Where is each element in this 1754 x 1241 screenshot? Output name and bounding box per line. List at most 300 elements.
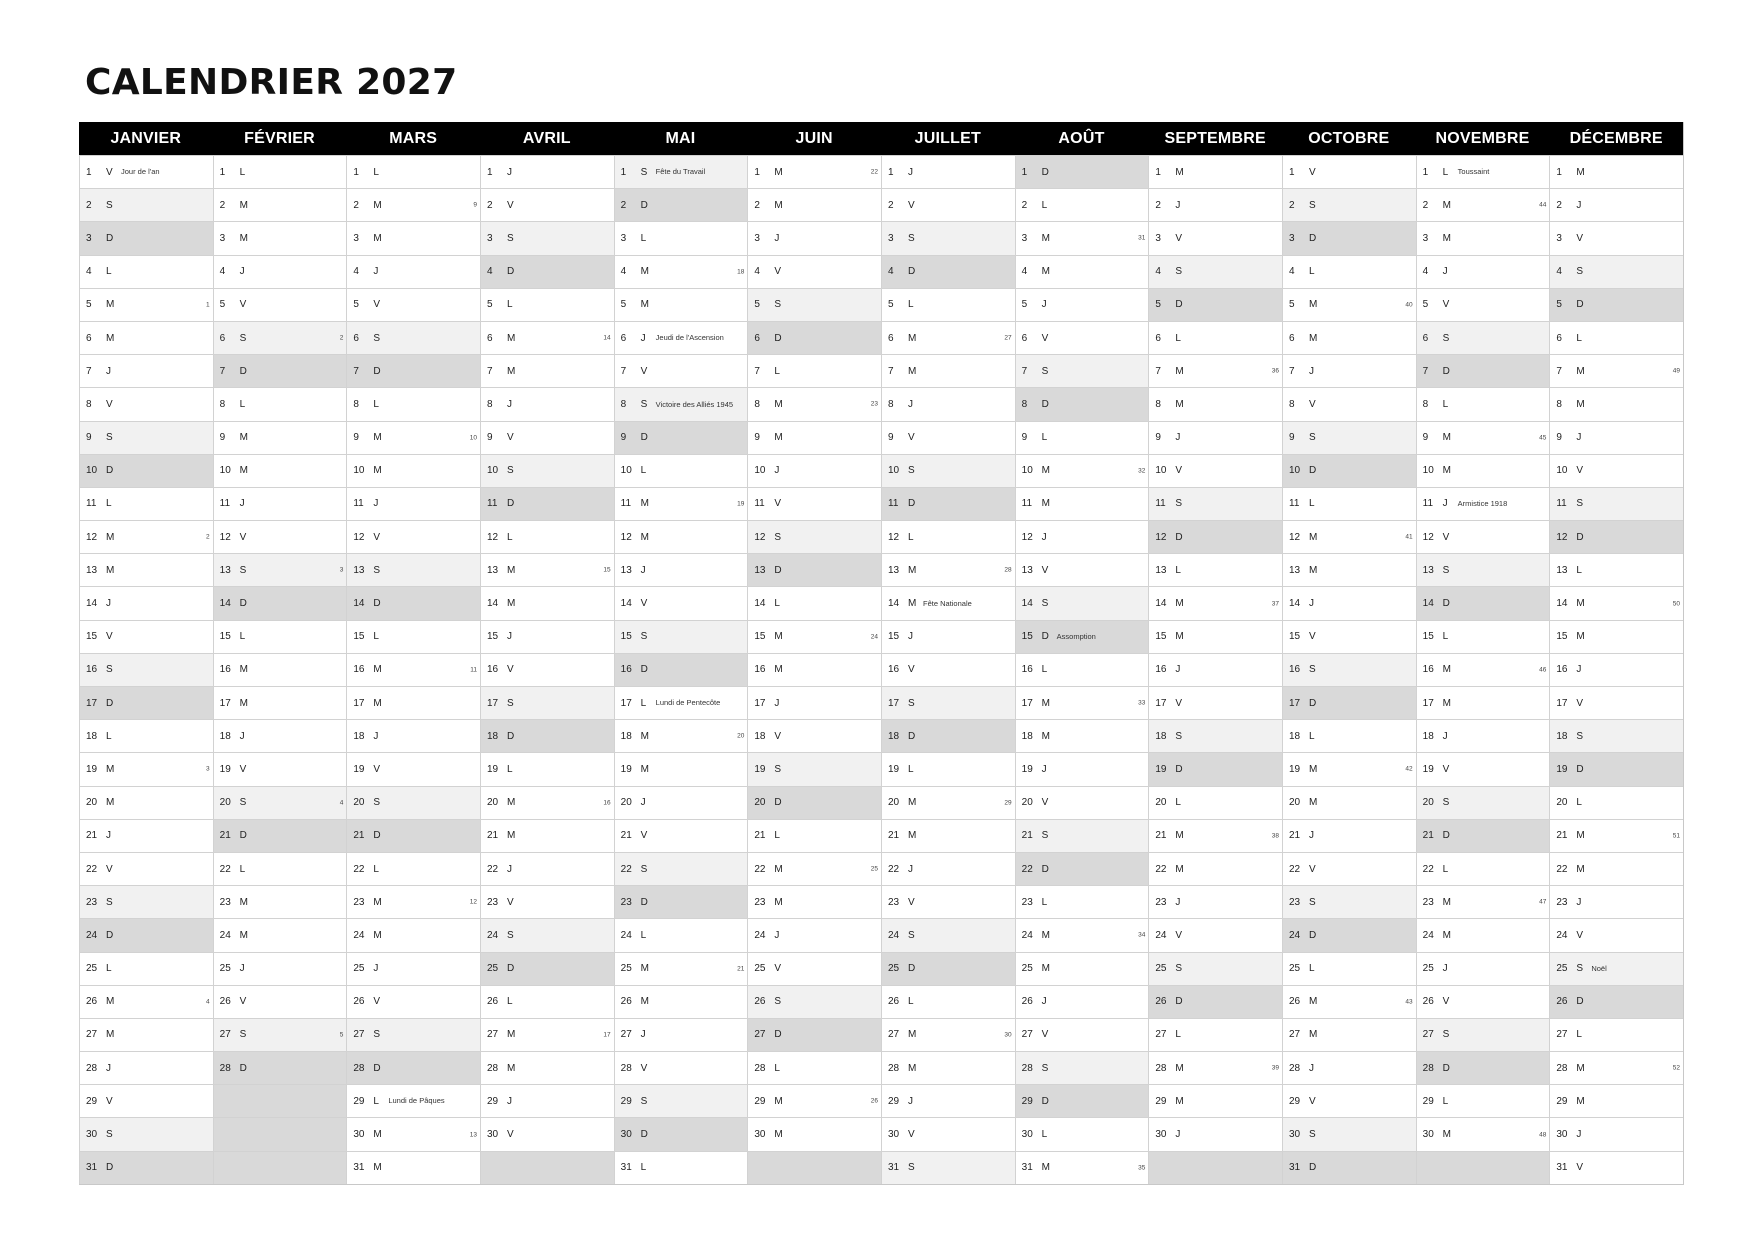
day-number: 25 xyxy=(1021,963,1033,975)
day-cell xyxy=(1282,752,1416,785)
day-cell xyxy=(1549,786,1683,819)
week-number: 4 xyxy=(339,799,344,807)
day-number: 29 xyxy=(487,1095,499,1107)
day-cell xyxy=(1416,255,1550,288)
day-number: 20 xyxy=(1422,797,1434,809)
day-number: 11 xyxy=(620,498,632,510)
weekday-letter: S xyxy=(1442,797,1450,809)
day-number: 19 xyxy=(219,763,231,775)
day-cell xyxy=(614,885,748,918)
day-number: 5 xyxy=(1422,299,1429,311)
day-number: 8 xyxy=(353,398,359,410)
day-number: 12 xyxy=(1422,531,1434,543)
day-number: 9 xyxy=(1021,432,1028,444)
day-cell xyxy=(1549,553,1683,586)
weekday-letter: V xyxy=(507,664,514,676)
weekday-letter: L xyxy=(640,1162,647,1174)
day-number: 15 xyxy=(754,631,766,643)
weekday-letter: L xyxy=(1309,266,1315,278)
day-number: 24 xyxy=(487,929,499,941)
day-cell xyxy=(1416,686,1550,719)
day-cell xyxy=(614,354,748,387)
day-number: 19 xyxy=(1155,763,1167,775)
weekday-letter: D xyxy=(1576,996,1584,1008)
day-cell xyxy=(614,288,748,321)
day-cell xyxy=(1015,686,1149,719)
day-cell xyxy=(1015,852,1149,885)
day-number: 4 xyxy=(1155,266,1161,278)
day-number: 2 xyxy=(1155,199,1161,211)
weekday-letter: V xyxy=(106,166,113,178)
day-number: 10 xyxy=(219,465,231,477)
day-number: 5 xyxy=(620,299,627,311)
weekday-letter: M xyxy=(1309,299,1318,311)
weekday-letter: V xyxy=(1175,697,1182,709)
weekday-letter: V xyxy=(774,730,781,742)
weekday-letter: D xyxy=(1309,1162,1317,1174)
weekday-letter: D xyxy=(640,199,648,211)
weekday-letter: D xyxy=(373,598,381,610)
day-number: 12 xyxy=(754,531,766,543)
weekday-letter: S xyxy=(1576,963,1583,975)
day-number: 17 xyxy=(1155,697,1167,709)
day-number: 17 xyxy=(86,697,98,709)
weekday-letter: M xyxy=(640,299,649,311)
weekday-letter: M xyxy=(1442,929,1451,941)
weekday-letter: S xyxy=(507,929,514,941)
day-cell xyxy=(1416,952,1550,985)
day-cell xyxy=(346,553,480,586)
weekday-letter: M xyxy=(507,598,516,610)
day-cell xyxy=(614,487,748,520)
weekday-letter: S xyxy=(507,697,514,709)
weekday-letter: M xyxy=(640,531,649,543)
day-number: 26 xyxy=(1422,996,1434,1008)
weekday-letter: M xyxy=(106,996,115,1008)
day-number: 30 xyxy=(1556,1129,1568,1141)
day-cell xyxy=(747,952,881,985)
day-number: 20 xyxy=(487,797,499,809)
week-number: 12 xyxy=(469,898,477,906)
weekday-letter: J xyxy=(1576,1129,1582,1141)
week-number: 44 xyxy=(1539,201,1547,209)
weekday-letter: M xyxy=(1175,1062,1184,1074)
day-number: 30 xyxy=(1021,1129,1033,1141)
weekday-letter: J xyxy=(774,465,780,477)
day-number: 29 xyxy=(754,1095,766,1107)
weekday-letter: V xyxy=(1041,1029,1049,1041)
week-number: 26 xyxy=(870,1097,878,1105)
day-number: 9 xyxy=(487,432,493,444)
day-cell xyxy=(480,985,614,1018)
weekday-letter: M xyxy=(774,398,783,410)
day-cell xyxy=(480,421,614,454)
day-cell xyxy=(614,1084,748,1117)
day-number: 4 xyxy=(1422,266,1429,278)
day-cell xyxy=(1282,719,1416,752)
day-cell xyxy=(614,155,748,188)
month-header: DÉCEMBRE xyxy=(1569,129,1663,147)
week-number: 20 xyxy=(737,732,745,740)
day-number: 7 xyxy=(487,365,493,377)
weekday-letter: J xyxy=(239,498,245,510)
day-number: 23 xyxy=(1021,896,1033,908)
weekday-letter: V xyxy=(507,896,514,908)
day-cell xyxy=(1416,354,1550,387)
day-number: 10 xyxy=(754,465,766,477)
day-cell xyxy=(346,686,480,719)
weekday-letter: L xyxy=(507,531,513,543)
day-number: 12 xyxy=(620,531,632,543)
day-number: 22 xyxy=(86,863,98,875)
day-number: 4 xyxy=(1556,266,1562,278)
day-number: 7 xyxy=(754,365,760,377)
weekday-letter: S xyxy=(106,199,113,211)
weekday-letter: M xyxy=(239,465,248,477)
day-number: 14 xyxy=(353,598,365,610)
day-cell xyxy=(1282,1018,1416,1051)
day-number: 1 xyxy=(888,166,894,178)
day-number: 12 xyxy=(1155,531,1167,543)
weekday-letter: M xyxy=(774,863,783,875)
day-number: 1 xyxy=(1289,166,1295,178)
day-cell xyxy=(1416,819,1550,852)
weekday-letter: L xyxy=(1041,1129,1048,1141)
weekday-letter: M xyxy=(908,797,917,809)
weekday-letter: M xyxy=(1442,1129,1451,1141)
day-number: 30 xyxy=(353,1129,365,1141)
day-number: 17 xyxy=(1021,697,1033,709)
day-number: 13 xyxy=(1556,564,1568,576)
day-number: 13 xyxy=(353,564,365,576)
day-cell xyxy=(1282,155,1416,188)
weekday-letter: M xyxy=(640,963,649,975)
day-cell xyxy=(1549,1084,1683,1117)
weekday-letter: J xyxy=(1175,199,1181,211)
day-number: 18 xyxy=(1422,730,1434,742)
weekday-letter: M xyxy=(640,996,649,1008)
day-number: 13 xyxy=(1021,564,1033,576)
day-cell xyxy=(881,255,1015,288)
weekday-letter: D xyxy=(1442,598,1450,610)
day-number: 15 xyxy=(1021,631,1033,643)
day-number: 26 xyxy=(353,996,365,1008)
weekday-letter: M xyxy=(1576,1095,1585,1107)
weekday-letter: M xyxy=(1442,664,1451,676)
holiday-label: Jeudi de l'Ascension xyxy=(655,333,724,343)
day-cell xyxy=(79,586,213,619)
weekday-letter: V xyxy=(106,631,113,643)
day-cell xyxy=(79,653,213,686)
weekday-letter: M xyxy=(106,797,115,809)
holiday-label: Jour de l'an xyxy=(121,167,160,177)
day-number: 5 xyxy=(219,299,226,311)
day-cell xyxy=(1549,1117,1683,1150)
month-header: JUIN xyxy=(795,129,833,147)
day-number: 13 xyxy=(620,564,632,576)
day-number: 16 xyxy=(620,664,632,676)
weekday-letter: S xyxy=(373,332,380,344)
day-cell xyxy=(79,952,213,985)
weekday-letter: M xyxy=(908,564,917,576)
day-number: 8 xyxy=(86,398,92,410)
weekday-letter: M xyxy=(106,1029,115,1041)
day-number: 15 xyxy=(1289,631,1301,643)
weekday-letter: D xyxy=(1041,398,1049,410)
day-cell xyxy=(346,786,480,819)
weekday-letter: S xyxy=(1576,730,1583,742)
day-cell xyxy=(1282,221,1416,254)
day-cell xyxy=(1015,354,1149,387)
day-number: 23 xyxy=(1556,896,1568,908)
day-cell xyxy=(614,786,748,819)
weekday-letter: M xyxy=(239,232,248,244)
day-number: 1 xyxy=(487,166,493,178)
day-cell xyxy=(614,752,748,785)
day-cell xyxy=(614,387,748,420)
weekday-letter: D xyxy=(774,564,782,576)
day-number: 2 xyxy=(487,199,493,211)
day-cell xyxy=(1549,155,1683,188)
weekday-letter: J xyxy=(1442,730,1448,742)
day-number: 15 xyxy=(487,631,499,643)
day-number: 3 xyxy=(888,232,894,244)
day-cell xyxy=(747,188,881,221)
day-number: 18 xyxy=(86,730,98,742)
day-cell xyxy=(1416,487,1550,520)
holiday-label: Lundi de Pentecôte xyxy=(655,698,721,708)
day-cell xyxy=(747,221,881,254)
day-cell xyxy=(346,387,480,420)
weekday-letter: S xyxy=(106,1129,113,1141)
day-cell xyxy=(881,487,1015,520)
day-number: 19 xyxy=(754,763,766,775)
day-cell xyxy=(1549,819,1683,852)
day-number: 12 xyxy=(888,531,900,543)
day-number: 20 xyxy=(754,797,766,809)
weekday-letter: L xyxy=(640,929,647,941)
day-number: 31 xyxy=(86,1162,98,1174)
day-cell xyxy=(480,620,614,653)
day-number: 16 xyxy=(219,664,231,676)
day-cell xyxy=(1148,188,1282,221)
day-cell xyxy=(614,918,748,951)
day-cell xyxy=(881,553,1015,586)
day-cell xyxy=(1416,620,1550,653)
day-number: 25 xyxy=(1155,963,1167,975)
day-cell xyxy=(614,819,748,852)
day-number: 25 xyxy=(86,963,98,975)
week-number: 16 xyxy=(603,799,611,807)
day-number: 26 xyxy=(219,996,231,1008)
weekday-letter: M xyxy=(640,763,649,775)
day-cell xyxy=(346,1051,480,1084)
day-number: 28 xyxy=(1556,1062,1568,1074)
day-number: 31 xyxy=(1021,1162,1033,1174)
day-cell xyxy=(79,1084,213,1117)
day-number: 24 xyxy=(353,929,365,941)
day-cell xyxy=(1282,520,1416,553)
day-number: 1 xyxy=(754,166,760,178)
day-cell xyxy=(1549,752,1683,785)
month-header: JANVIER xyxy=(110,129,182,147)
day-cell xyxy=(480,255,614,288)
day-cell xyxy=(1416,553,1550,586)
day-cell xyxy=(346,321,480,354)
day-cell xyxy=(1282,255,1416,288)
weekday-letter: J xyxy=(1442,266,1448,278)
weekday-letter: V xyxy=(1309,863,1316,875)
day-cell xyxy=(1148,221,1282,254)
day-number: 7 xyxy=(86,365,92,377)
week-number: 47 xyxy=(1539,898,1547,906)
day-number: 28 xyxy=(353,1062,365,1074)
weekday-letter: L xyxy=(106,266,112,278)
day-number: 2 xyxy=(1556,199,1562,211)
weekday-letter: M xyxy=(106,564,115,576)
day-number: 16 xyxy=(1155,664,1167,676)
weekday-letter: V xyxy=(1576,232,1583,244)
weekday-letter: M xyxy=(507,365,516,377)
day-number: 4 xyxy=(353,266,359,278)
day-cell xyxy=(1282,586,1416,619)
day-number: 25 xyxy=(1422,963,1434,975)
month-header: JUILLET xyxy=(914,129,981,147)
day-number: 31 xyxy=(1556,1162,1568,1174)
weekday-letter: V xyxy=(373,531,380,543)
weekday-letter: J xyxy=(239,730,245,742)
day-cell xyxy=(881,786,1015,819)
week-number: 21 xyxy=(737,965,745,973)
day-number: 13 xyxy=(86,564,98,576)
day-cell xyxy=(881,1051,1015,1084)
day-number: 29 xyxy=(620,1095,632,1107)
day-number: 4 xyxy=(1289,266,1295,278)
day-cell xyxy=(881,752,1015,785)
day-number: 8 xyxy=(219,398,226,410)
day-cell xyxy=(346,852,480,885)
day-cell xyxy=(1282,985,1416,1018)
day-number: 9 xyxy=(1289,432,1295,444)
weekday-letter: S xyxy=(106,664,113,676)
day-cell xyxy=(1416,786,1550,819)
day-number: 25 xyxy=(353,963,365,975)
holiday-label: Noël xyxy=(1591,963,1607,973)
month-columns xyxy=(79,155,1683,1184)
day-number: 24 xyxy=(86,929,98,941)
day-cell xyxy=(1549,1018,1683,1051)
day-cell xyxy=(79,819,213,852)
weekday-letter: S xyxy=(908,1162,915,1174)
week-number: 1 xyxy=(206,301,210,309)
weekday-letter: V xyxy=(908,432,915,444)
week-number: 9 xyxy=(473,201,477,209)
weekday-letter: J xyxy=(908,631,913,643)
week-number: 39 xyxy=(1271,1064,1279,1072)
day-number: 18 xyxy=(219,730,231,742)
week-number: 43 xyxy=(1405,998,1413,1006)
weekday-letter: J xyxy=(640,1029,646,1041)
day-cell xyxy=(346,752,480,785)
weekday-letter: L xyxy=(1576,797,1582,809)
day-cell xyxy=(1416,719,1550,752)
weekday-letter: M xyxy=(1041,1162,1050,1174)
day-cell xyxy=(480,1051,614,1084)
day-cell xyxy=(1148,1084,1282,1117)
weekday-letter: L xyxy=(1175,797,1181,809)
day-cell xyxy=(1015,620,1149,653)
month-column xyxy=(213,155,347,1184)
weekday-letter: S xyxy=(1041,598,1049,610)
weekday-letter: M xyxy=(1442,465,1451,477)
day-cell xyxy=(213,255,347,288)
day-cell xyxy=(480,1117,614,1150)
day-number: 8 xyxy=(1422,398,1429,410)
day-number: 15 xyxy=(888,631,900,643)
day-cell xyxy=(346,952,480,985)
weekday-letter: L xyxy=(106,498,112,510)
day-cell xyxy=(614,1151,748,1184)
day-number: 22 xyxy=(1422,863,1434,875)
weekday-letter: S xyxy=(1576,266,1583,278)
weekday-letter: S xyxy=(774,299,781,311)
day-cell xyxy=(79,520,213,553)
weekday-letter: J xyxy=(1309,1062,1314,1074)
weekday-letter: S xyxy=(1442,1029,1450,1041)
weekday-letter: D xyxy=(774,797,782,809)
day-number: 15 xyxy=(1422,631,1434,643)
day-cell xyxy=(747,819,881,852)
weekday-letter: V xyxy=(1309,1095,1316,1107)
day-cell xyxy=(213,421,347,454)
day-number: 31 xyxy=(353,1162,365,1174)
weekday-letter: L xyxy=(507,996,513,1008)
weekday-letter: S xyxy=(908,929,915,941)
day-number: 3 xyxy=(1155,232,1161,244)
week-number: 34 xyxy=(1138,931,1146,939)
month-column xyxy=(747,155,881,1184)
weekday-letter: V xyxy=(640,1062,648,1074)
weekday-letter: L xyxy=(640,232,647,244)
day-number: 8 xyxy=(888,398,894,410)
day-cell xyxy=(1549,653,1683,686)
day-cell xyxy=(881,1117,1015,1150)
week-number: 46 xyxy=(1539,666,1547,674)
day-number: 1 xyxy=(620,166,627,178)
day-cell xyxy=(213,321,347,354)
weekday-letter: D xyxy=(1175,996,1183,1008)
day-number: 4 xyxy=(219,266,226,278)
day-cell xyxy=(1015,1084,1149,1117)
day-cell xyxy=(1015,221,1149,254)
day-cell xyxy=(1015,321,1149,354)
empty-day-cell xyxy=(1148,1151,1282,1184)
week-number: 19 xyxy=(737,500,745,508)
weekday-letter: M xyxy=(774,166,783,178)
day-number: 27 xyxy=(1021,1029,1033,1041)
weekday-letter: S xyxy=(774,531,781,543)
weekday-letter: L xyxy=(373,1095,379,1107)
day-number: 12 xyxy=(1021,531,1033,543)
day-number: 6 xyxy=(86,332,92,344)
year-calendar xyxy=(79,122,1684,1185)
weekday-letter: S xyxy=(908,697,915,709)
day-number: 21 xyxy=(353,830,365,842)
day-number: 6 xyxy=(1556,332,1562,344)
day-number: 14 xyxy=(1422,598,1434,610)
weekday-letter: M xyxy=(1576,166,1585,178)
weekday-letter: M xyxy=(239,432,248,444)
